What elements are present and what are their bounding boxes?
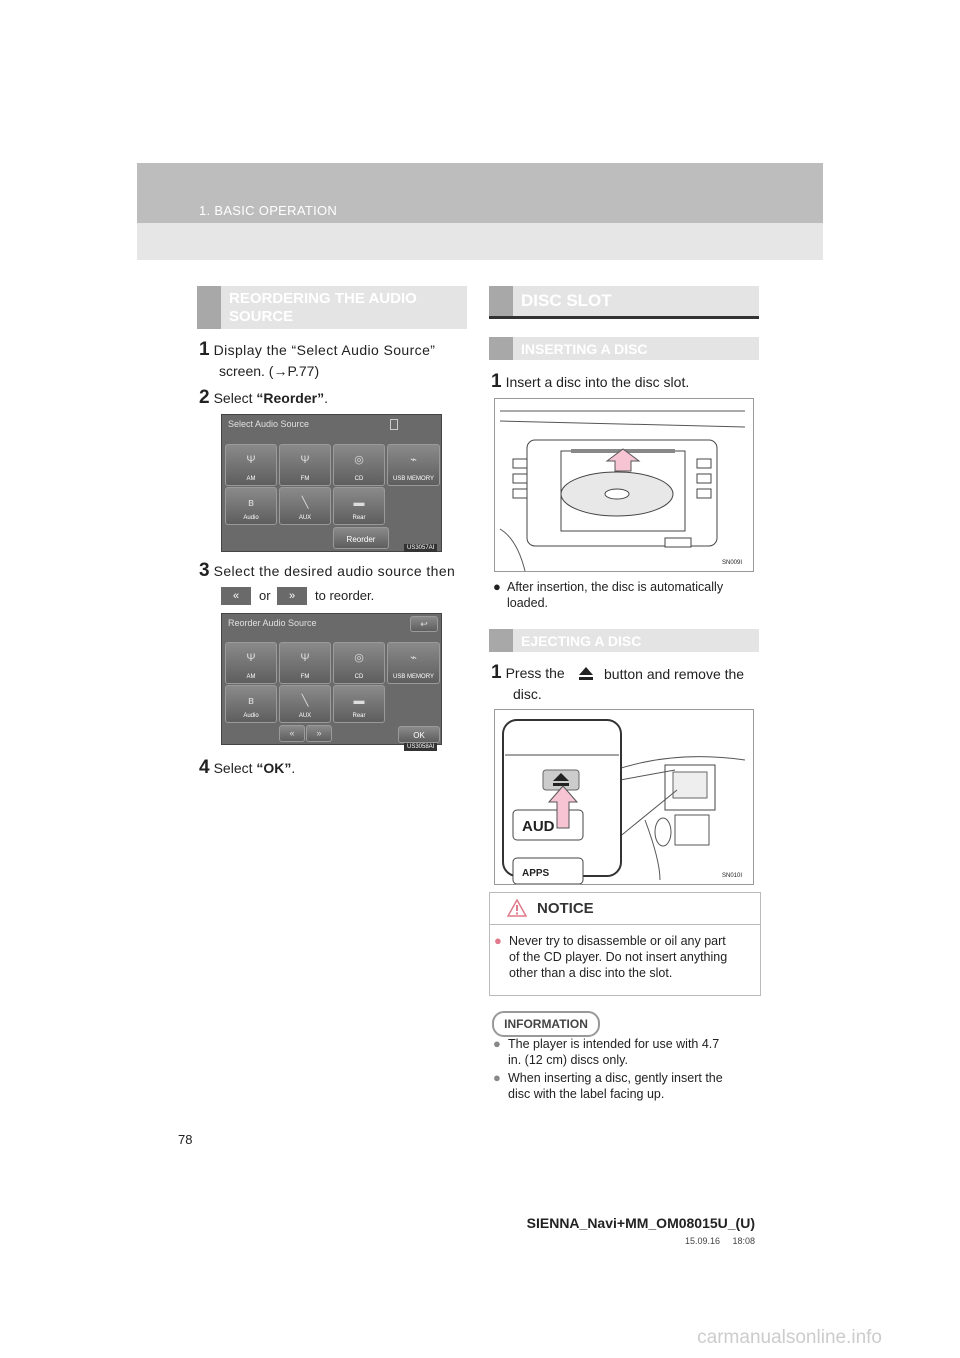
select-audio-source-screen — [221, 414, 442, 552]
notice-bullet — [494, 933, 756, 981]
button-label: Reorder — [346, 535, 376, 544]
image-code: US3058AI — [404, 743, 437, 751]
to-reorder-text: to reorder. — [315, 588, 375, 603]
cable-icon: ╲ — [301, 497, 309, 509]
usb-icon: ⌁ — [410, 652, 417, 664]
info-text-1b: in. (12 cm) discs only. — [508, 1053, 628, 1067]
section-heading-reorder — [197, 286, 467, 329]
bullet-dot-icon: ● — [493, 1070, 501, 1085]
notice-box — [489, 892, 761, 996]
notice-title: NOTICE — [537, 900, 594, 917]
source-tile-cd[interactable] — [333, 444, 385, 486]
step-1 — [199, 339, 467, 361]
step-4 — [199, 757, 295, 779]
subheading-ejecting — [489, 629, 759, 652]
step-1-cont: screen. (→P.77) — [219, 363, 320, 379]
page-header-top — [137, 163, 823, 223]
tile-label: FM — [300, 674, 310, 680]
image-code: SN010I — [719, 872, 745, 880]
tile-label: CD — [354, 674, 364, 680]
image-code: SN009I — [719, 559, 745, 567]
step-text: Select — [213, 390, 257, 406]
watermark: carmanualsonline.info — [697, 1327, 882, 1348]
document-id: SIENNA_Navi+MM_OM08015U_(U) — [526, 1215, 755, 1231]
step-number: 1 — [491, 662, 502, 683]
heading-text: DISC SLOT — [521, 291, 612, 310]
bluetooth-icon: ʙ — [248, 695, 254, 707]
move-right-button[interactable] — [306, 725, 332, 742]
source-tile-aux[interactable] — [279, 487, 331, 525]
reorder-button[interactable] — [333, 527, 389, 549]
screen-title: Reorder Audio Source — [228, 618, 317, 628]
bluetooth-icon: ʙ — [248, 497, 254, 509]
step-2 — [199, 387, 328, 409]
tile-label: AM — [246, 476, 256, 482]
heading-line-1: REORDERING THE AUDIO — [229, 290, 417, 307]
step-text: Select — [213, 760, 257, 776]
notice-header — [490, 893, 760, 925]
step-eject-post: button and remove the — [604, 666, 745, 682]
bullet-dot-icon: ● — [494, 933, 502, 948]
tile-label: FM — [300, 476, 310, 482]
source-tile-cd[interactable] — [333, 642, 385, 684]
cable-icon: ╲ — [301, 695, 309, 707]
reorder-audio-source-screen — [221, 613, 442, 745]
eject-drawing — [495, 710, 753, 884]
forward-icon: » — [277, 587, 307, 605]
source-tile-rear[interactable] — [333, 685, 385, 723]
tile-label: USB MEMORY — [393, 674, 434, 680]
tile-label: CD — [354, 476, 364, 482]
bullet-dot-icon: ● — [493, 579, 501, 594]
source-tile-bt-audio[interactable] — [225, 487, 277, 525]
heading-line-2: SOURCE — [229, 308, 294, 325]
step-text: Display the “Select Audio Source” — [213, 342, 436, 358]
eject-illustration — [494, 709, 754, 885]
back-button[interactable] — [410, 616, 438, 632]
disc-icon: ◎ — [354, 454, 364, 466]
tile-label: AM — [246, 674, 256, 680]
antenna-icon: Ψ — [300, 652, 310, 664]
tile-label: AUX — [298, 515, 312, 521]
info-bullet-1 — [493, 1036, 759, 1068]
screen-icon: ▬ — [353, 695, 365, 707]
notice-text-1: Never try to disassemble or oil any part — [509, 934, 726, 948]
apps-label: APPS — [522, 868, 550, 879]
source-tile-fm[interactable] — [279, 642, 331, 684]
subheading-text: EJECTING A DISC — [521, 633, 642, 649]
tile-label: USB MEMORY — [393, 476, 434, 482]
tile-label: Rear — [352, 713, 366, 719]
button-label: OK — [413, 731, 425, 740]
source-tile-rear[interactable] — [333, 487, 385, 525]
disc-slot-illustration — [494, 398, 754, 572]
step-bold: “OK” — [256, 760, 292, 776]
page-number: 78 — [178, 1132, 193, 1147]
page-header — [137, 163, 823, 260]
source-tile-am[interactable] — [225, 444, 277, 486]
antenna-icon: Ψ — [246, 652, 256, 664]
phone-icon — [390, 419, 398, 430]
screen-title: Select Audio Source — [228, 419, 310, 429]
tile-label: Audio — [243, 515, 259, 521]
warning-icon — [507, 899, 527, 917]
source-tile-am[interactable] — [225, 642, 277, 684]
source-tile-aux[interactable] — [279, 685, 331, 723]
step-number: 3 — [199, 560, 210, 581]
step-text: Insert a disc into the disc slot. — [505, 374, 690, 390]
antenna-icon: Ψ — [300, 454, 310, 466]
step-number: 1 — [491, 371, 502, 392]
step-text: Select the desired audio source then — [213, 563, 456, 579]
info-bullet-2 — [493, 1070, 759, 1102]
ok-button[interactable] — [398, 726, 440, 743]
bullet-text-cont: loaded. — [507, 596, 549, 610]
print-timestamp: 15.09.16 18:08 — [684, 1236, 755, 1246]
heading-bar — [489, 286, 513, 316]
image-code: US3057AI — [404, 544, 437, 552]
eject-icon — [578, 665, 594, 681]
info-text-2: When inserting a disc, gently insert the — [508, 1071, 723, 1085]
info-text-1: The player is intended for use with 4.7 — [508, 1037, 720, 1051]
notice-text-3: other than a disc into the slot. — [509, 966, 673, 980]
or-text: or — [259, 588, 271, 603]
move-left-button[interactable] — [279, 725, 305, 742]
heading-bar — [197, 286, 221, 329]
step-number: 1 — [199, 339, 210, 360]
step-eject — [491, 662, 565, 684]
step-text-end: . — [291, 760, 296, 776]
section-heading-disc-slot — [489, 286, 759, 319]
step-number: 2 — [199, 387, 210, 408]
source-tile-usb[interactable] — [387, 642, 440, 684]
tile-label: Audio — [243, 713, 259, 719]
bullet-text: After insertion, the disc is automatically — [507, 580, 724, 594]
bullet-dot-icon: ● — [493, 1036, 501, 1051]
heading-bar — [489, 629, 513, 652]
source-tile-usb[interactable] — [387, 444, 440, 486]
usb-icon: ⌁ — [410, 454, 417, 466]
antenna-icon: Ψ — [246, 454, 256, 466]
back-arrow-icon: ↩ — [420, 619, 428, 629]
tile-label: Rear — [352, 515, 366, 521]
step-insert — [491, 371, 689, 393]
step-bold: “Reorder” — [256, 390, 325, 406]
source-tile-bt-audio[interactable] — [225, 685, 277, 723]
disc-slot-drawing — [495, 399, 753, 571]
rewind-icon: « — [289, 728, 295, 738]
screen-icon: ▬ — [353, 497, 365, 509]
step-text: Press the — [505, 665, 565, 681]
info-text-2b: disc with the label facing up. — [508, 1087, 665, 1101]
source-tile-fm[interactable] — [279, 444, 331, 486]
aud-label: AUD — [522, 818, 555, 835]
heading-bar — [489, 337, 513, 360]
notice-text-2: of the CD player. Do not insert anything — [509, 950, 728, 964]
forward-icon: » — [316, 728, 322, 738]
step-eject-cont: disc. — [513, 686, 542, 702]
step-3 — [199, 560, 467, 582]
disc-icon: ◎ — [354, 652, 364, 664]
step-number: 4 — [199, 757, 210, 778]
information-label: INFORMATION — [492, 1011, 600, 1037]
subheading-inserting — [489, 337, 759, 360]
tile-label: AUX — [298, 713, 312, 719]
step-text-end: . — [324, 390, 328, 406]
subheading-text: INSERTING A DISC — [521, 341, 648, 357]
rewind-icon: « — [221, 587, 251, 605]
insert-note — [493, 579, 759, 611]
section-title: 1. BASIC OPERATION — [199, 203, 338, 218]
